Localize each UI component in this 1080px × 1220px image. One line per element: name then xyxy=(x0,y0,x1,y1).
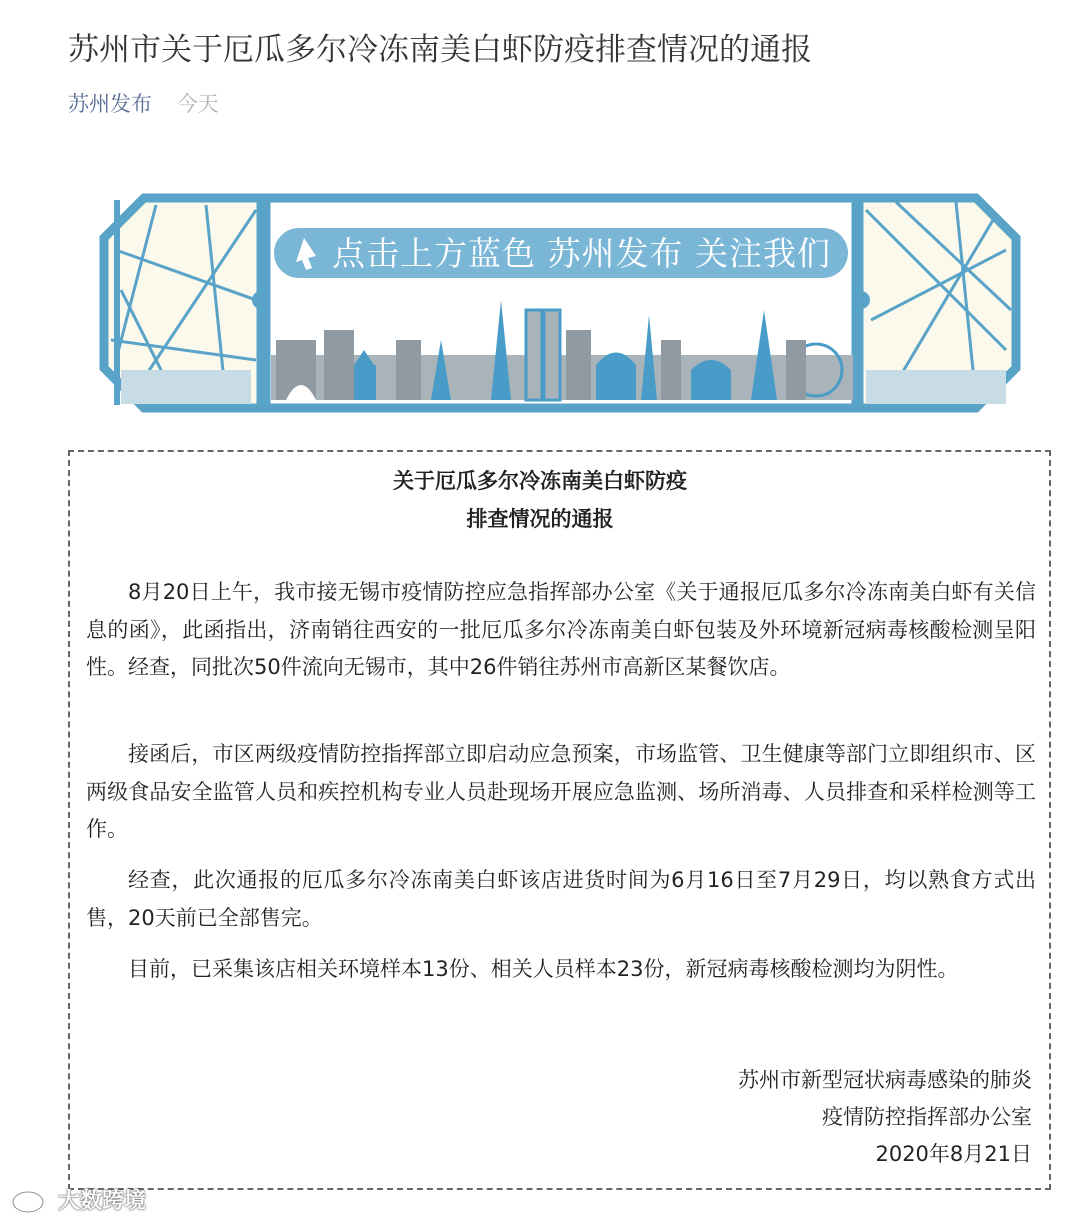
article-title: 苏州市关于厄瓜多尔冷冻南美白虾防疫排查情况的通报 xyxy=(68,32,812,68)
banner-text: 点击上方蓝色 苏州发布 关注我们 xyxy=(332,234,831,273)
article-meta xyxy=(68,88,219,120)
notice-title-line1: 关于厄瓜多尔冷冻南美白虾防疫 xyxy=(393,469,687,493)
right-geometric-panel xyxy=(859,198,1016,408)
weibo-logo-icon xyxy=(10,1184,54,1214)
watermark xyxy=(10,1182,146,1216)
watermark-text: 大数跨境 xyxy=(58,1188,147,1214)
notice-signature xyxy=(532,1062,1032,1173)
notice-paragraph-4: 目前，已采集该店相关环境样本13份、相关人员样本23份，新冠病毒核酸检测均为阴性。 xyxy=(128,957,959,981)
follow-pill[interactable] xyxy=(274,228,848,278)
notice-paragraph-3: 经查，此次通报的厄瓜多尔冷冻南美白虾该店进货时间为6月16日至7月29日，均以熟食方式出售，20天前已全部售完。 xyxy=(86,868,1036,930)
notice-title-line2: 排查情况的通报 xyxy=(466,507,614,531)
account-link[interactable]: 苏州发布 xyxy=(68,92,152,116)
notice-paragraph-1: 8月20日上午，我市接无锡市疫情防控应急指挥部办公室《关于通报厄瓜多尔冷冻南美白虾有关信息的函》，此函指出，济南销往西安的一批厄瓜多尔冷冻南美白虾包装及外环境新冠病毒核酸检测呈阳性。经查，同批次50件流向无锡市，其中26件销往苏州市高新区某餐饮店。 xyxy=(86,580,1036,679)
follow-banner[interactable] xyxy=(96,190,1024,415)
signature-line1: 苏州市新型冠状病毒感染的肺炎 xyxy=(738,1068,1032,1092)
publish-date: 今天 xyxy=(176,92,219,116)
notice-paragraph-2: 接函后，市区两级疫情防控指挥部立即启动应急预案，市场监管、卫生健康等部门立即组织市、区两级食品安全监管人员和疾控机构专业人员赴现场开展应急监测、场所消毒、人员排查和采样检测等工作。 xyxy=(86,742,1036,841)
signature-date: 2020年8月21日 xyxy=(875,1142,1032,1166)
notice-title xyxy=(0,462,1080,538)
left-geometric-panel xyxy=(104,198,261,408)
signature-line2: 疫情防控指挥部办公室 xyxy=(822,1105,1032,1129)
banner-illustration xyxy=(96,190,1024,415)
